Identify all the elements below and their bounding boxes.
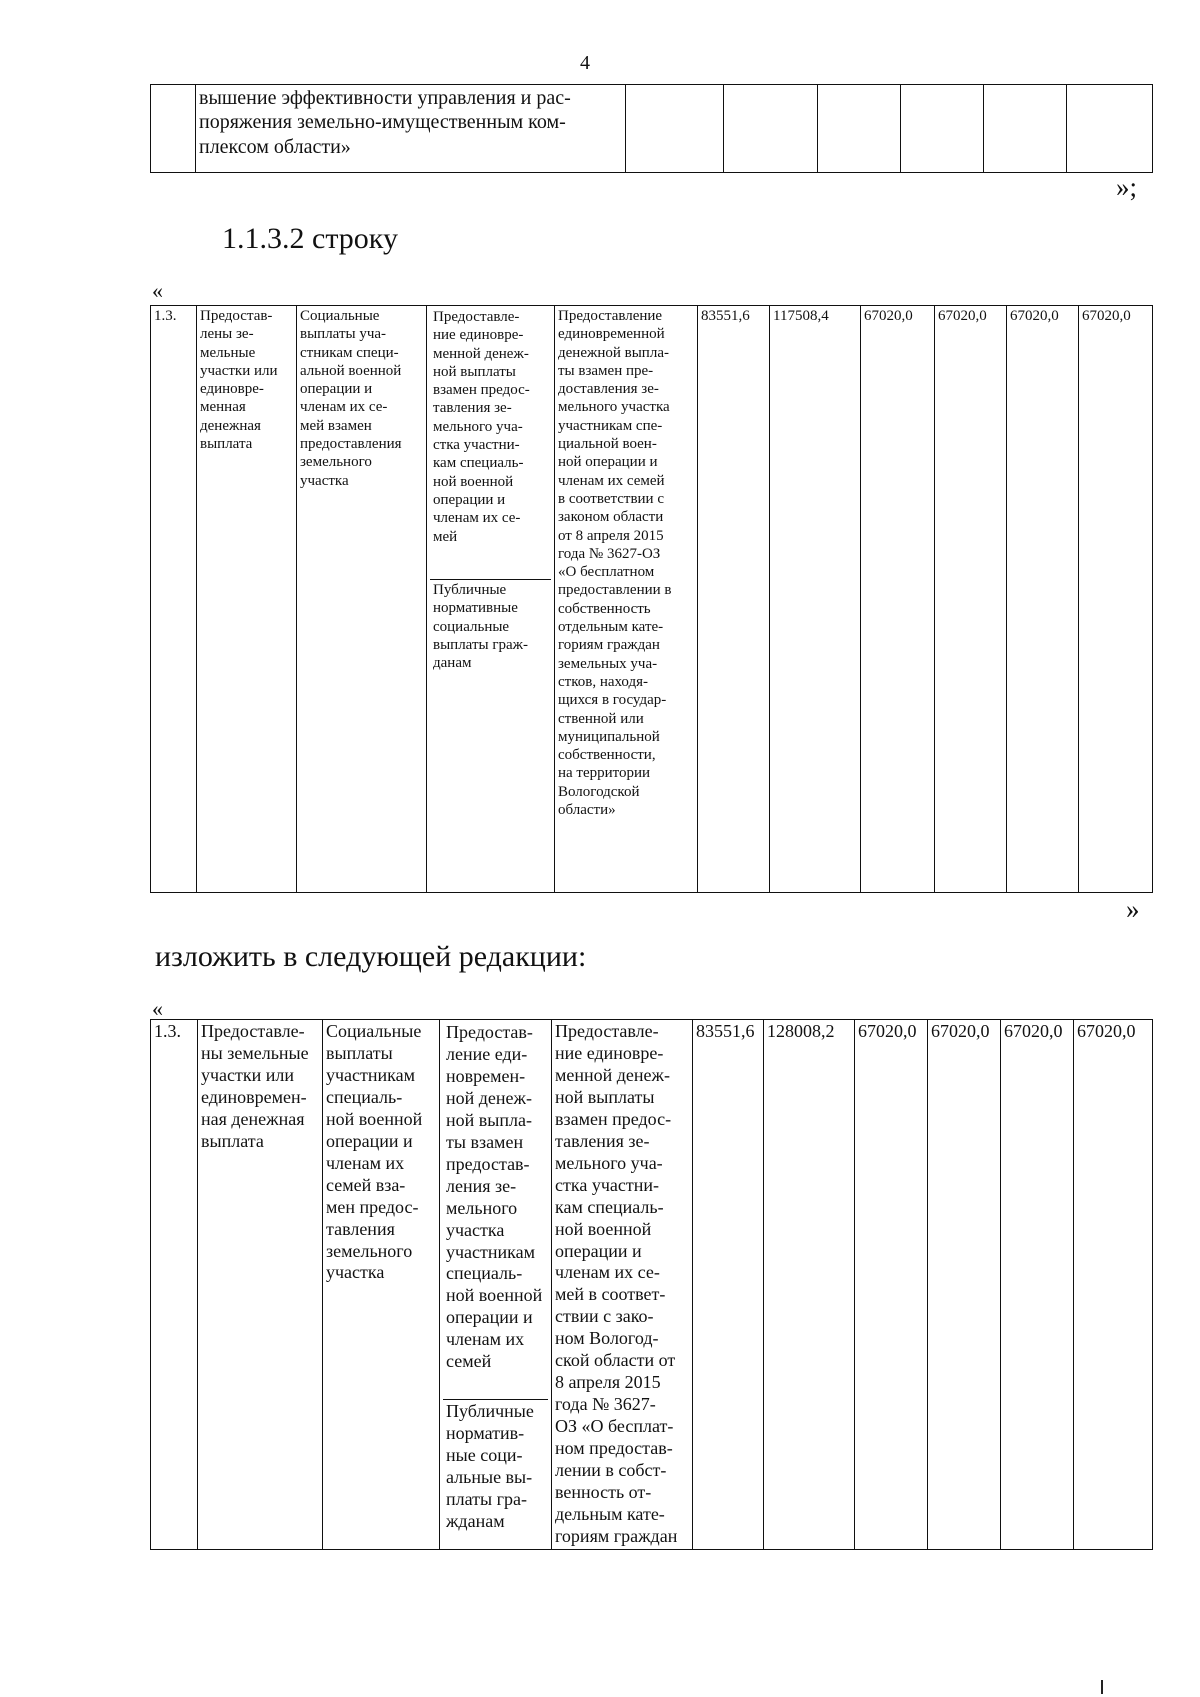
payment-type-bottom: Публичные нормативные социальные выплаты граж- данам bbox=[433, 582, 528, 672]
value-cell: 67020,0 bbox=[928, 1020, 1001, 1550]
payment-type-cell bbox=[427, 306, 555, 893]
old-row-table bbox=[150, 305, 1153, 893]
page-number: 4 bbox=[580, 52, 590, 74]
closing-quote: » bbox=[1126, 894, 1140, 924]
empty-cell bbox=[818, 85, 901, 173]
new-row-table bbox=[150, 1019, 1153, 1550]
value-cell: 67020,0 bbox=[1001, 1020, 1074, 1550]
opening-quote: « bbox=[152, 996, 163, 1021]
value-cell: 67020,0 bbox=[1074, 1020, 1153, 1550]
payment-type-bottom: Публичные норматив- ные соци- альные вы- платы гра- жданам bbox=[446, 1401, 534, 1531]
description: Предоставление единовременной денежной выпла- ты взамен пре- доставления зе- мельного участка участникам спе- циальной воен- ной операции и членам их семей в соответствии с законом области от 8 апреля 2015 года № 3627-ОЗ «О бесплатном предоставлении в собственность отдельным кате- гориям граждан земельных уча- стков, находя- щихся в государ- ственной или муниципальной собственности, на территории Вологодской области» bbox=[555, 306, 698, 893]
description bbox=[552, 1020, 693, 1550]
value-cell: 67020,0 bbox=[1007, 306, 1079, 893]
row-number: 1.3. bbox=[151, 306, 197, 893]
fragment-text: вышение эффективности управления и рас- поряжения земельно-имущественным ком- плексом области» bbox=[196, 85, 626, 173]
empty-cell bbox=[1067, 85, 1153, 173]
value-cell: 83551,6 bbox=[698, 306, 770, 893]
value-cell: 128008,2 bbox=[764, 1020, 855, 1550]
payment-type-top: Предоставле- ние единовре- менной денеж- ной выплаты взамен предос- тавления зе- мельного уча- стка участни- кам специаль- ной военной операции и членам их се- мей bbox=[430, 307, 551, 580]
payment-type-cell bbox=[440, 1020, 552, 1550]
value-cell: 67020,0 bbox=[861, 306, 935, 893]
opening-quote: « bbox=[152, 278, 163, 303]
value-cell: 67020,0 bbox=[1079, 306, 1153, 893]
continuation-table bbox=[150, 84, 1153, 173]
payment-type-top: Предостав- ление еди- новремен- ной денеж- ной выпла- ты взамен предостав- ления зе- мельного участка участникам специаль- ной военной операции и членам их семей bbox=[443, 1021, 548, 1400]
result-name: Предоставле- ны земельные участки или единовремен- ная денежная выплата bbox=[198, 1020, 323, 1550]
value-cell: 67020,0 bbox=[935, 306, 1007, 893]
value-cell: 67020,0 bbox=[855, 1020, 928, 1550]
result-name: Предостав- лены зе- мельные участки или единовре- менная денежная выплата bbox=[197, 306, 297, 893]
empty-cell bbox=[626, 85, 724, 173]
closing-quote: »; bbox=[1116, 172, 1138, 202]
empty-cell bbox=[724, 85, 818, 173]
edit-heading: изложить в следующей редакции: bbox=[155, 940, 587, 973]
empty-cell bbox=[901, 85, 984, 173]
value-cell: 117508,4 bbox=[770, 306, 861, 893]
description-bottom: 8 апреля 2015 года № 3627- ОЗ «О бесплат- ном предостав- лении в собст- венность от- дельным кате- гориям граждан bbox=[555, 1372, 678, 1546]
empty-cell bbox=[984, 85, 1067, 173]
row-number: 1.3. bbox=[151, 1020, 198, 1550]
section-heading: 1.1.3.2 строку bbox=[222, 222, 398, 255]
beneficiaries: Социальные выплаты участникам специаль- ной военной операции и членам их семей вза- мен предос- тавления земельного участка bbox=[323, 1020, 440, 1550]
empty-cell bbox=[151, 85, 196, 173]
value-cell: 83551,6 bbox=[693, 1020, 764, 1550]
beneficiaries: Социальные выплаты уча- стникам специ- альной военной операции и членам их се- мей взамен предоставления земельного участка bbox=[297, 306, 427, 893]
scan-mark bbox=[1101, 1680, 1103, 1694]
description-top: Предоставле- ние единовре- менной денеж- ной выплаты взамен предос- тавления зе- мельного уча- стка участни- кам специаль- ной военной операции и членам их се- мей в соответ- ствии с зако- ном Вологод- ской области от bbox=[555, 1021, 676, 1371]
